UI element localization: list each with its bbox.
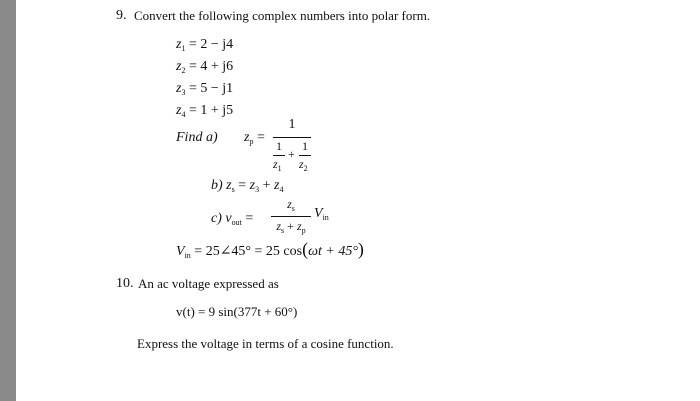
vin-definition: $V_{in}$ = 25∠45° = 25 cos(ωt + 45°) bbox=[176, 239, 364, 260]
q10-equation: v(t) = 9 sin(377t + 60°) bbox=[176, 304, 298, 319]
part-c-fraction-bar bbox=[271, 216, 311, 217]
part-c-vin: $V_{in}$ bbox=[314, 206, 329, 222]
left-margin-bar bbox=[0, 0, 16, 401]
part-a-label: Find a) bbox=[176, 130, 218, 145]
part-a-inner2-bar bbox=[299, 155, 311, 156]
eq-z2: $z_2 = 4 + j6$ bbox=[176, 59, 234, 75]
part-a-inner1-den: $z_1$ bbox=[273, 157, 282, 173]
part-a-numerator: 1 bbox=[288, 117, 296, 132]
part-a-inner1-bar bbox=[273, 155, 285, 156]
q10-instruction: Express the voltage in terms of a cosine function. bbox=[137, 336, 394, 351]
q9-prompt: Convert the following complex numbers into polar form. bbox=[134, 8, 431, 23]
part-a-plus: + bbox=[288, 147, 295, 161]
part-c-denominator: $z_s + z_p$ bbox=[276, 219, 306, 235]
q10-number: 10. bbox=[116, 276, 134, 291]
q9-number: 9. bbox=[116, 8, 127, 23]
eq-z1: $z_1 = 2 - j4$ bbox=[176, 37, 234, 53]
part-c-numerator: $z_s$ bbox=[287, 197, 295, 213]
part-b: b) $z_s = z_3 + z_4$ bbox=[211, 178, 284, 194]
eq-z4: $z_4 = 1 + j5$ bbox=[176, 103, 234, 119]
q10-prompt: An ac voltage expressed as bbox=[138, 276, 279, 291]
part-c-lhs: c) $v_{out}$ = bbox=[211, 211, 254, 227]
part-a-inner1-num: 1 bbox=[276, 139, 282, 153]
part-a-inner2-num: 1 bbox=[302, 139, 308, 153]
part-a-inner2-den: $z_2$ bbox=[299, 157, 308, 173]
eq-z3: $z_3 = 5 - j1$ bbox=[176, 81, 234, 97]
part-a-lhs: $z_p$ = bbox=[244, 130, 265, 146]
document-page bbox=[16, 0, 700, 401]
part-a-fraction-bar bbox=[273, 137, 311, 138]
